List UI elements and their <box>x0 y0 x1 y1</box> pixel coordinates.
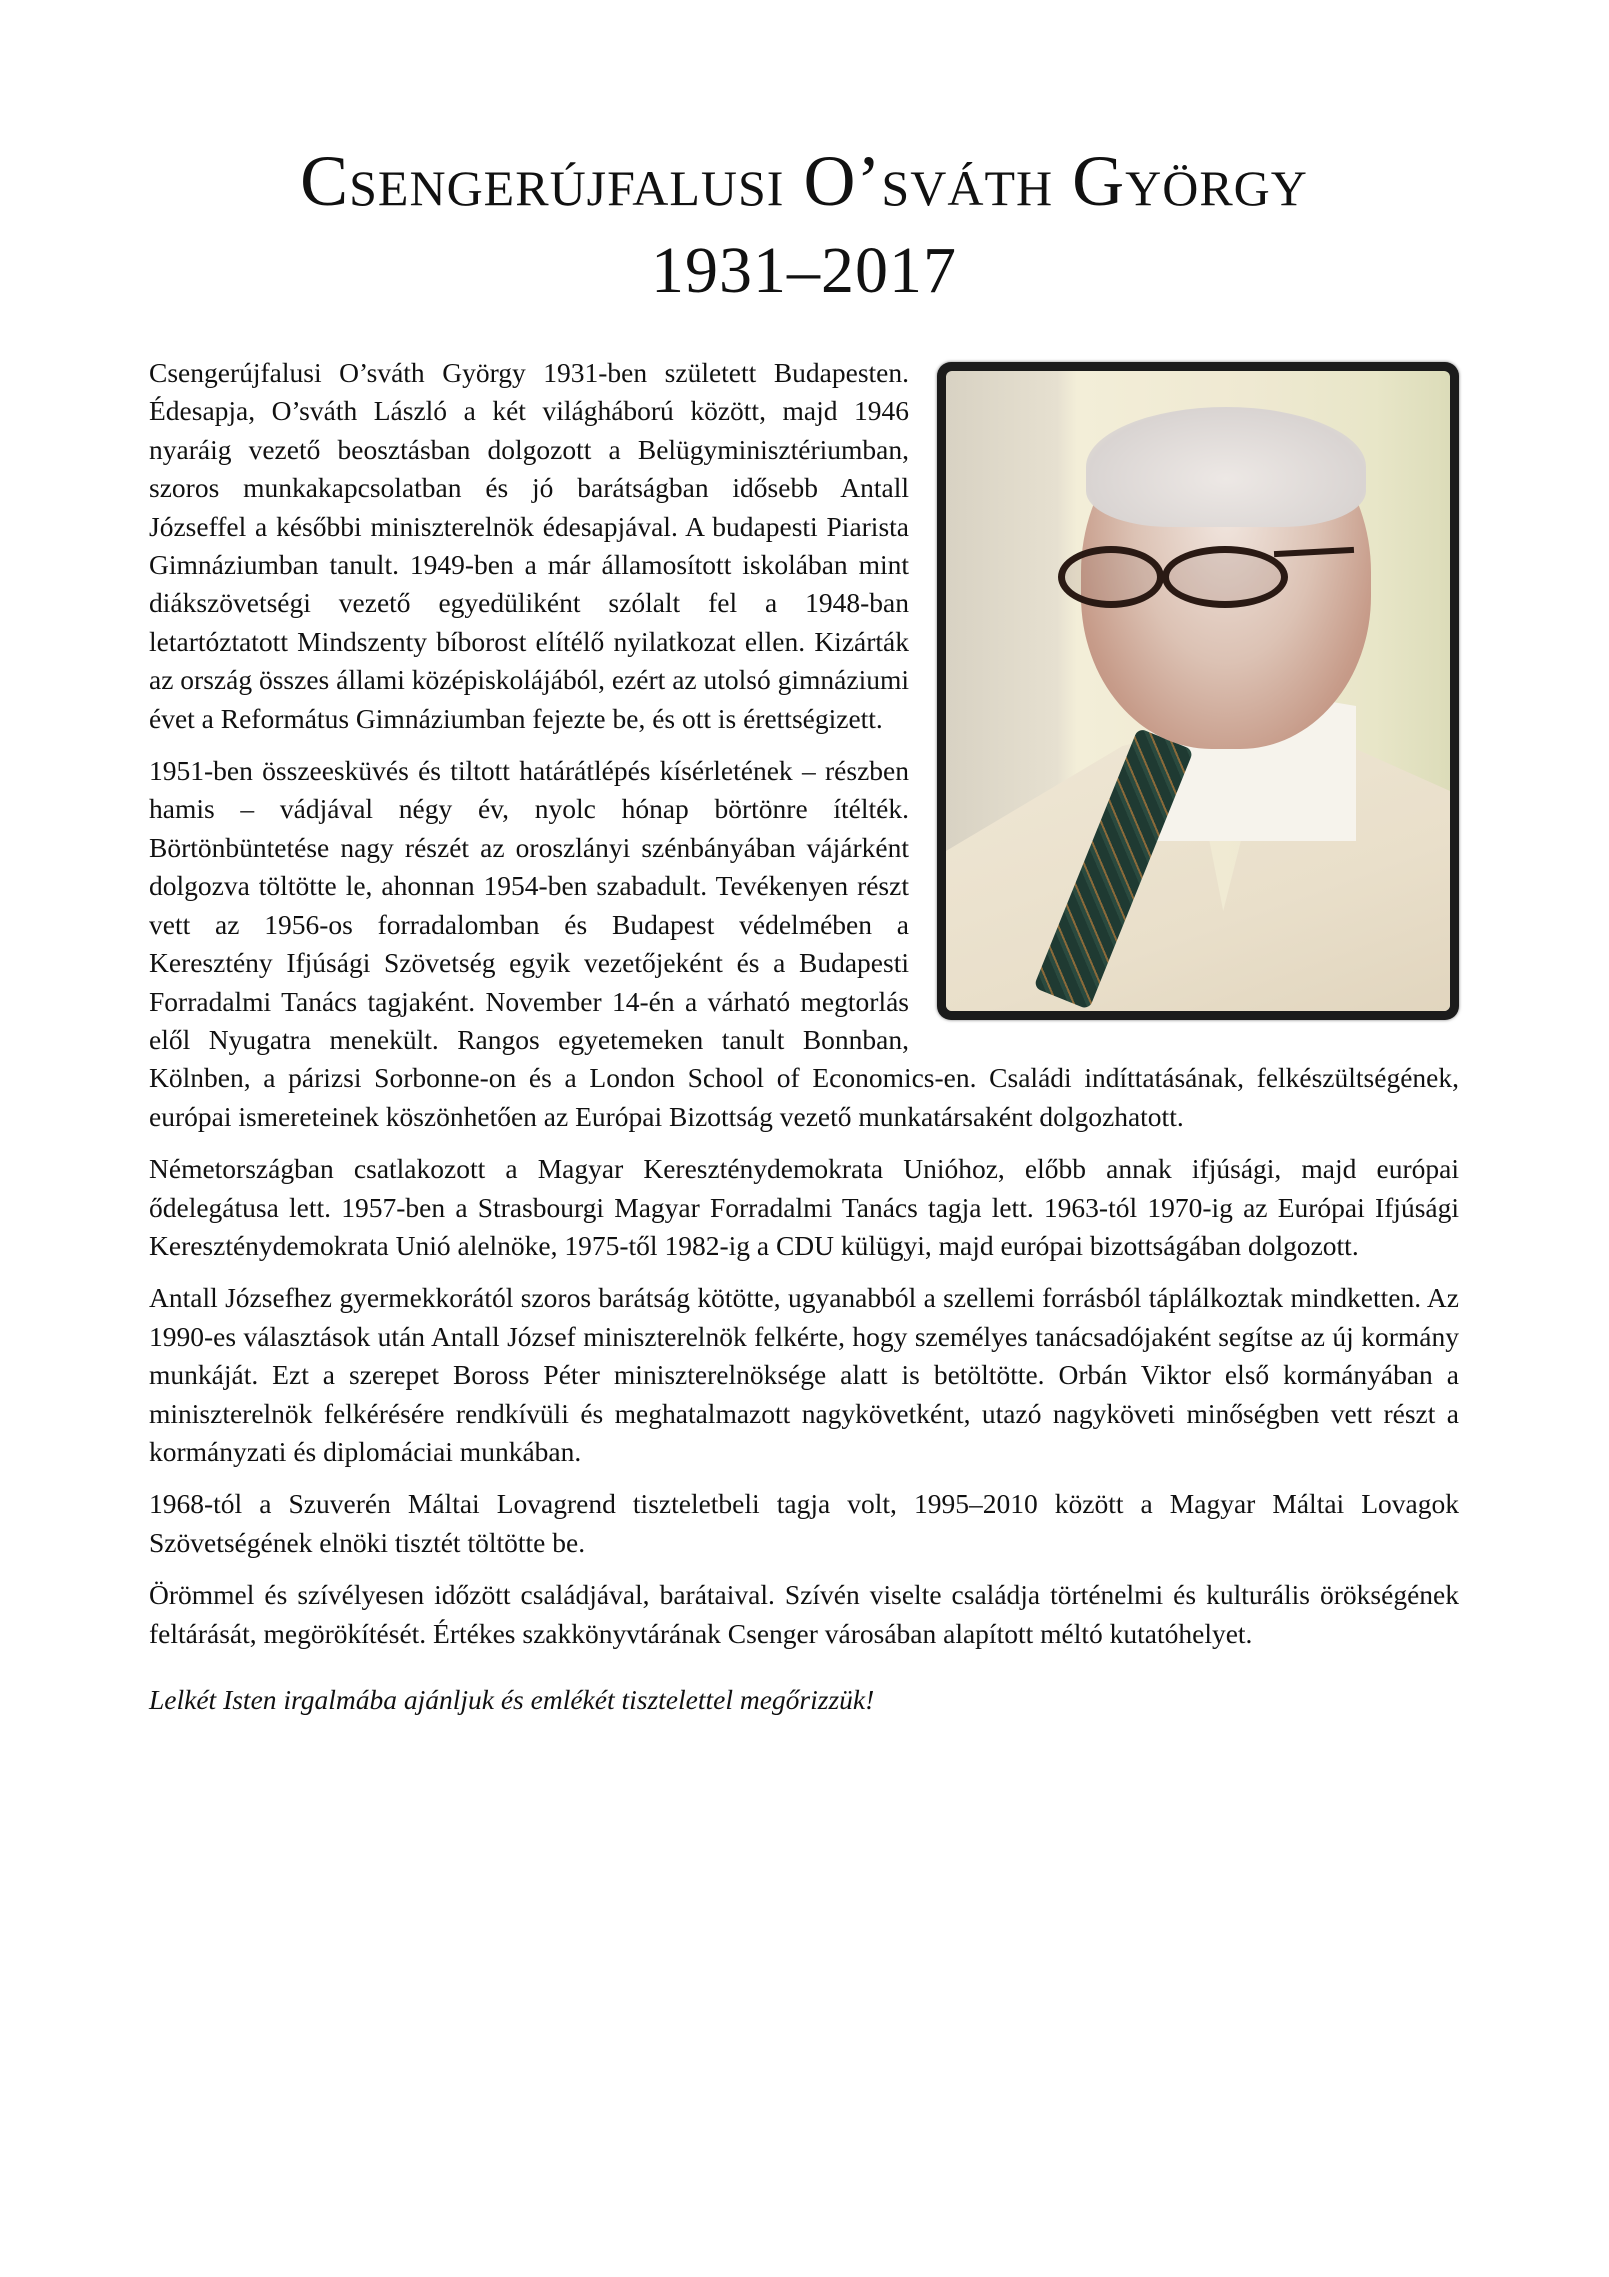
paragraph-imprisonment-1956: 1951-ben összeesküvés és tiltott határátlépés kísérletének – részben hamis – vádjával négy év, nyolc hónap börtönre ítélték. Börtönbüntetése nagy részét az oroszlányi szénbányában vájárként dolgozva töltötte le, ahonnan 1954-ben szabadult. Tevékenyen részt vett az 1956-os forradalomban és Budapest védelmében a Keresztény Ifjúsági Szövetség egyik vezetőjeként és a Budapesti Forradalmi Tanács tagjaként. November 14-én a várható megtorlás elől Nyugatra menekült. Rangos egyetemeken tanult Bonnban, Kölnben, a párizsi Sorbonne-on és a London School of Economics-en. Családi indíttatásának, felkészültségének, európai ismereteinek köszönhetően az Európai Bizottság vezető munkatársaként dolgozhatott. <box>149 755 1459 1132</box>
portrait-photo-icon <box>946 371 1450 1011</box>
life-years: 1931–2017 <box>651 234 957 307</box>
paragraph-antall: Antall Józsefhez gyermekkorától szoros barátság kötötte, ugyanabból a szellemi forrásból táplálkoztak mindketten. Az 1990-es választások után Antall József miniszterelnök felkérte, hogy személyes tanácsadójaként segítse az új kormány munkáját. Ezt a szerepet Boross Péter miniszterelnöksége alatt is betöltötte. Orbán Viktor első kormányában a miniszterelnök felkérésére rendkívüli és meghatalmazott nagykövetként, utazó nagyköveti minőségben vett részt a kormányzati és diplomáciai munkában. <box>149 1282 1459 1467</box>
biography-text <box>149 354 1459 1733</box>
paragraph-maltese-order: 1968-tól a Szuverén Máltai Lovagrend tiszteletbeli tagja volt, 1995–2010 között a Magyar Máltai Lovagok Szövetségének elnöki tisztét töltötte be. <box>149 1488 1459 1558</box>
closing-line: Lelkét Isten irgalmába ajánljuk és emlékét tisztelettel megőrizzük! <box>149 1684 875 1715</box>
paragraph-family: Örömmel és szívélyesen időzött családjával, barátaival. Szívén viselte családja történelmi és kulturális örökségének feltárását, megörökítését. Értékes szakkönyvtárának Csenger városában alapított méltó kutatóhelyet. <box>149 1579 1459 1649</box>
hair-shape <box>1086 407 1366 527</box>
page-title: Csengerújfalusi O’sváth György <box>300 141 1308 221</box>
paragraph-early-life: Csengerújfalusi O’sváth György 1931-ben született Budapesten. Édesapja, O’sváth László a két világháború között, majd 1946 nyaráig vezető beosztásban dolgozott a Belügyminisztériumban, szoros munkakapcsolatban és jó barátságban idősebb Antall Józseffel a későbbi miniszterelnök édesapjával. A budapesti Piarista Gimnáziumban tanult. 1949-ben a már államosított iskolában mint diákszövetségi vezető egyedüliként szólalt fel a 1948-ban letartóztatott Mindszenty bíborost elítélő nyilatkozat ellen. Kizárták az ország összes állami középiskolájából, ezért az utolsó gimnáziumi évet a Református Gimnáziumban fejezte be, és ott is érettségizett. <box>149 357 909 734</box>
paragraph-germany: Németországban csatlakozott a Magyar Kereszténydemokrata Unióhoz, előbb annak ifjúsági, majd európai ődelegátusa lett. 1957-ben a Strasbourgi Magyar Forradalmi Tanács tagja lett. 1963-tól 1970-ig az Európai Ifjúsági Kereszténydemokrata Unió alelnöke, 1975-től 1982-ig a CDU külügyi, majd európai bizottságában dolgozott. <box>149 1153 1459 1261</box>
glasses-left-lens-icon <box>1058 546 1164 608</box>
portrait-frame <box>937 362 1459 1020</box>
glasses-right-lens-icon <box>1162 546 1288 608</box>
